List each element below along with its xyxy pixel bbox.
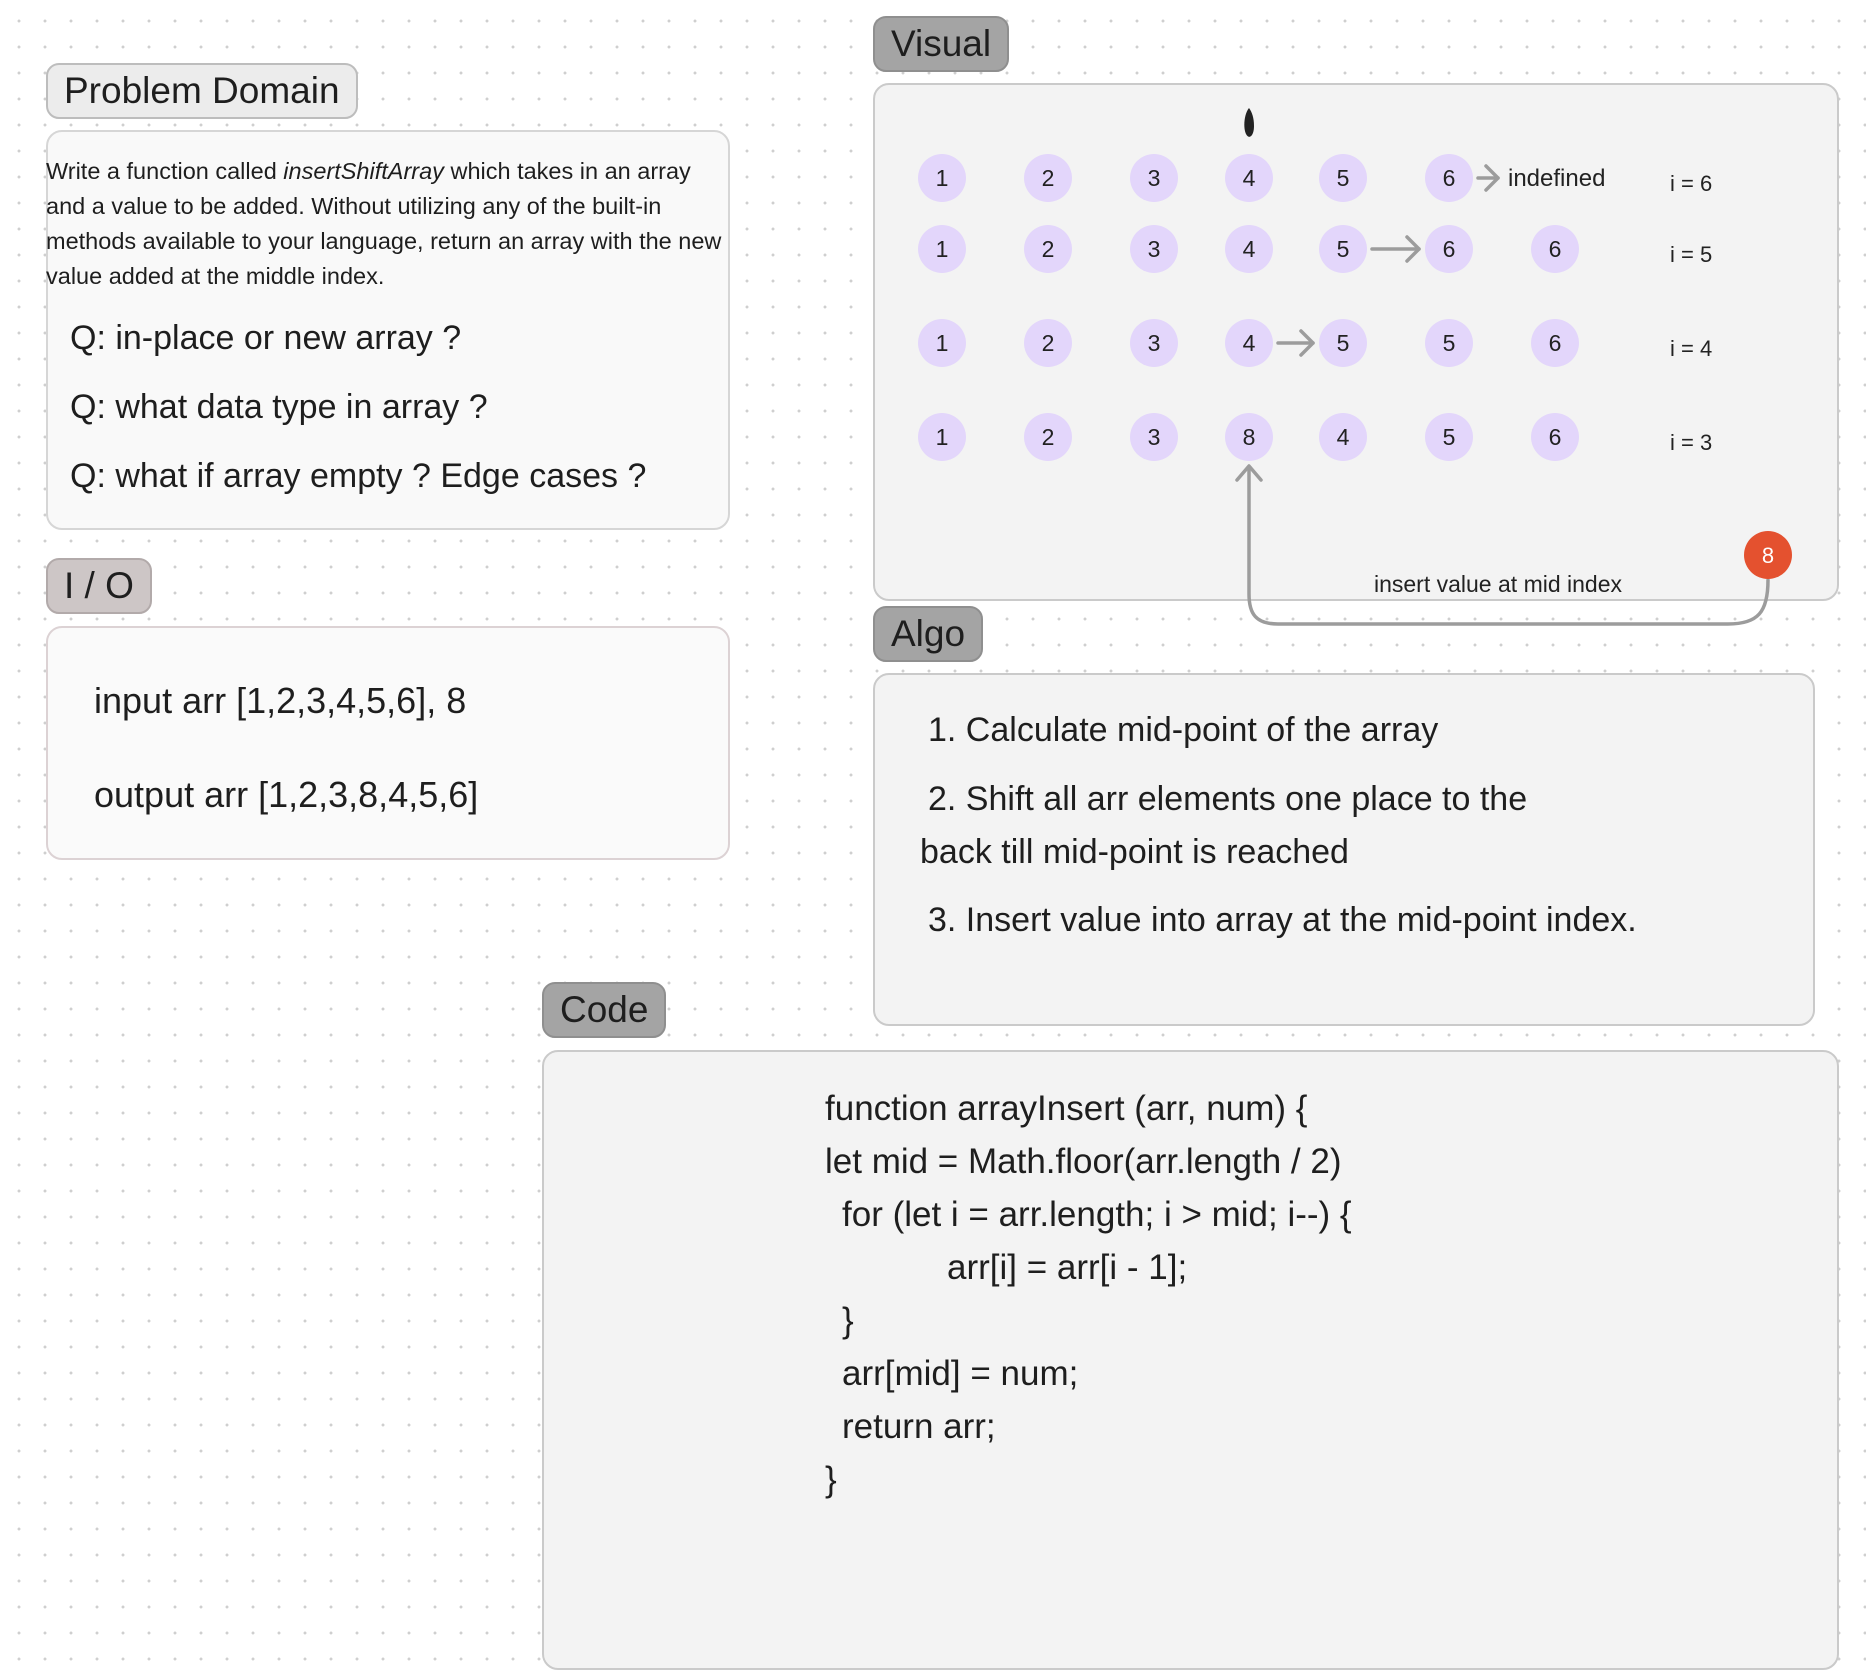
array-node-value: 5 — [1336, 236, 1350, 262]
algo-step-2-continued: back till mid-point is reached — [920, 833, 1349, 871]
algo-step-1: 1. Calculate mid-point of the array — [928, 711, 1439, 749]
insert-arrow — [1237, 466, 1768, 624]
code-line-3: for (let i = arr.length; i > mid; i--) { — [842, 1195, 1352, 1234]
code-line-7: return arr; — [842, 1407, 996, 1446]
shift-arrow-i4 — [1278, 331, 1313, 355]
array-node-value: 5 — [1336, 165, 1350, 191]
shift-arrow-i5 — [1372, 237, 1419, 261]
question-in-place: Q: in-place or new array ? — [70, 319, 462, 357]
array-rows — [918, 154, 1792, 597]
code-line-5: } — [842, 1301, 854, 1340]
array-node-value: 1 — [935, 165, 949, 191]
code-line-2: let mid = Math.floor(arr.length / 2) — [825, 1142, 1342, 1181]
array-node-value: 6 — [1548, 236, 1562, 262]
insert-pointer-mark — [1244, 108, 1254, 137]
shift-arrows — [1237, 166, 1768, 624]
array-node-value: 6 — [1442, 165, 1456, 191]
array-node-value: 3 — [1147, 165, 1161, 191]
array-node-value: 4 — [1336, 424, 1350, 450]
iteration-label: i = 5 — [1670, 242, 1713, 267]
array-node-value: 6 — [1442, 236, 1456, 262]
algo-step-3: 3. Insert value into array at the mid-point index. — [928, 901, 1637, 939]
array-node-value: 5 — [1442, 424, 1456, 450]
array-node-value: 3 — [1147, 236, 1161, 262]
problem-description-rest: which takes in an array and a value to be added. Without utilizing any of the built-in methods available to your language, return an array with the new value added at the middle index. — [46, 158, 722, 289]
iteration-label: i = 4 — [1670, 336, 1713, 361]
array-node-value: 6 — [1548, 424, 1562, 450]
question-edge-cases: Q: what if array empty ? Edge cases ? — [70, 457, 647, 495]
algo-step-2: 2. Shift all arr elements one place to the — [928, 780, 1528, 818]
array-node-value: 6 — [1548, 330, 1562, 356]
insert-caption: insert value at mid index — [1373, 571, 1623, 597]
array-node-value: 8 — [1242, 424, 1256, 450]
question-data-type: Q: what data type in array ? — [70, 388, 488, 426]
insert-value-label: 8 — [1761, 543, 1775, 568]
code-title: Code — [542, 982, 666, 1038]
array-node-value: 3 — [1147, 330, 1161, 356]
io-input: input arr [1,2,3,4,5,6], 8 — [94, 680, 467, 721]
array-node-value: 1 — [935, 424, 949, 450]
array-node-value: 1 — [935, 236, 949, 262]
shift-arrow-i6 — [1478, 166, 1498, 190]
array-node-value: 3 — [1147, 424, 1161, 450]
array-node-value: 4 — [1242, 165, 1256, 191]
io-title: I / O — [46, 558, 152, 614]
code-line-6: arr[mid] = num; — [842, 1354, 1079, 1393]
overflow-label: indefined — [1508, 165, 1606, 192]
array-node-value: 5 — [1442, 330, 1456, 356]
array-node-value: 2 — [1041, 424, 1055, 450]
array-node-value: 2 — [1041, 330, 1055, 356]
iteration-label: i = 3 — [1670, 430, 1713, 455]
problem-description-intro: Write a function called — [46, 158, 284, 184]
code-line-4: arr[i] = arr[i - 1]; — [947, 1248, 1188, 1287]
array-node-value: 1 — [935, 330, 949, 356]
code-line-8: } — [825, 1460, 837, 1499]
visual-title: Visual — [873, 16, 1009, 72]
function-name: insertShiftArray — [283, 158, 444, 184]
array-node-value: 4 — [1242, 330, 1256, 356]
array-node-value: 4 — [1242, 236, 1256, 262]
algo-title: Algo — [873, 606, 983, 662]
array-node-value: 2 — [1041, 165, 1055, 191]
code-line-1: function arrayInsert (arr, num) { — [825, 1089, 1308, 1128]
iteration-label: i = 6 — [1670, 171, 1713, 196]
array-node-value: 5 — [1336, 330, 1350, 356]
array-node-value: 2 — [1041, 236, 1055, 262]
problem-domain-title: Problem Domain — [46, 63, 358, 119]
io-output: output arr [1,2,3,8,4,5,6] — [94, 774, 479, 815]
